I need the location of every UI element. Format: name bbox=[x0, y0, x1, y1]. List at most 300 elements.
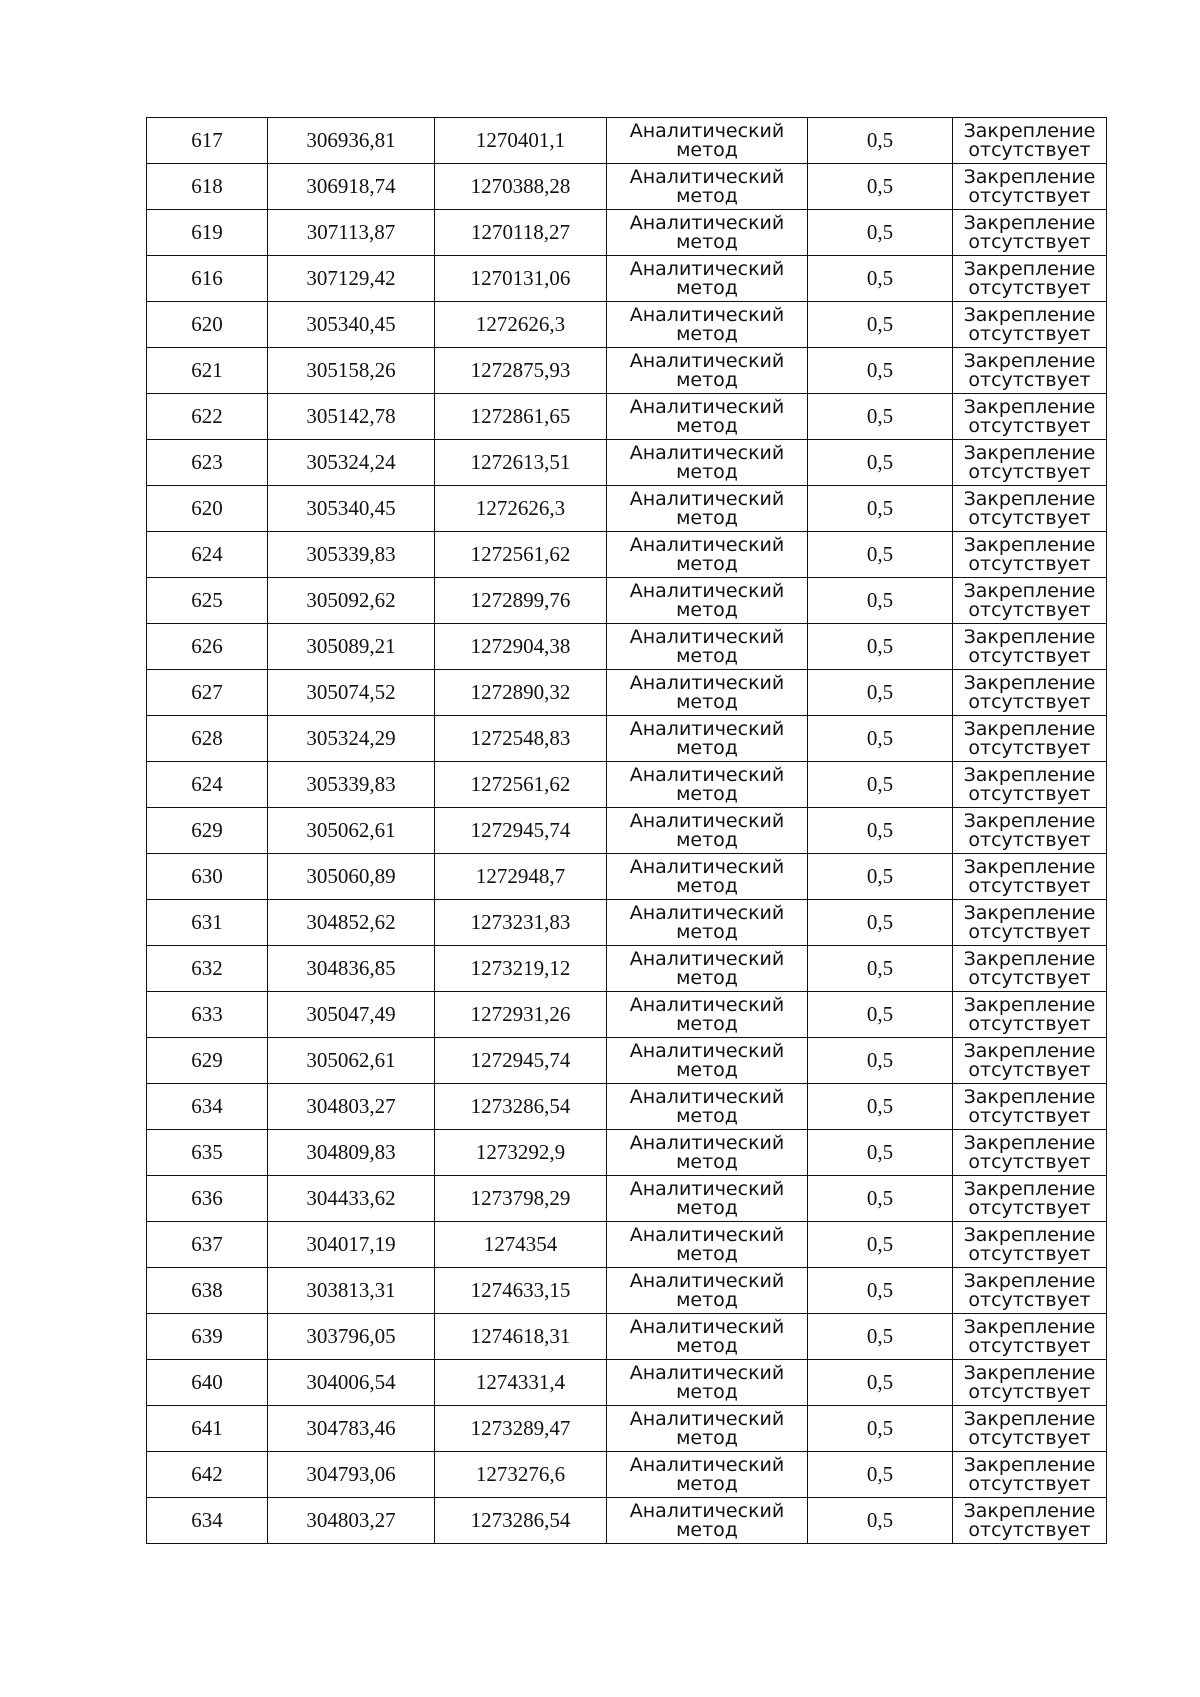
method-cell bbox=[607, 164, 808, 210]
method-line-1: Аналитический bbox=[629, 947, 785, 970]
method-line-2: метод bbox=[676, 460, 738, 483]
accuracy-cell: 0,5 bbox=[808, 900, 953, 946]
x-coordinate-cell: 307129,42 bbox=[268, 256, 435, 302]
method-line-2: метод bbox=[676, 736, 738, 759]
y-coordinate-cell: 1274354 bbox=[435, 1222, 607, 1268]
method-cell bbox=[607, 624, 808, 670]
method-line-2: метод bbox=[676, 644, 738, 667]
fixation-line-2: отсутствует bbox=[968, 1150, 1091, 1173]
method-line-1: Аналитический bbox=[629, 625, 785, 648]
accuracy-cell: 0,5 bbox=[808, 578, 953, 624]
point-number-cell: 620 bbox=[147, 486, 268, 532]
y-coordinate-cell: 1272904,38 bbox=[435, 624, 607, 670]
fixation-line-1: Закрепление bbox=[963, 1315, 1096, 1338]
fixation-line-2: отсутствует bbox=[968, 782, 1091, 805]
fixation-line-2: отсутствует bbox=[968, 230, 1091, 253]
x-coordinate-cell: 305340,45 bbox=[268, 302, 435, 348]
method-cell bbox=[607, 348, 808, 394]
method-line-1: Аналитический bbox=[629, 119, 785, 142]
table-row bbox=[147, 440, 1107, 486]
table-row bbox=[147, 164, 1107, 210]
table-row bbox=[147, 302, 1107, 348]
fixation-line-1: Закрепление bbox=[963, 717, 1096, 740]
x-coordinate-cell: 304809,83 bbox=[268, 1130, 435, 1176]
y-coordinate-cell: 1272626,3 bbox=[435, 486, 607, 532]
accuracy-cell: 0,5 bbox=[808, 1130, 953, 1176]
fixation-line-1: Закрепление bbox=[963, 901, 1096, 924]
fixation-cell bbox=[953, 900, 1107, 946]
x-coordinate-cell: 305062,61 bbox=[268, 808, 435, 854]
x-coordinate-cell: 304803,27 bbox=[268, 1498, 435, 1544]
method-line-1: Аналитический bbox=[629, 349, 785, 372]
fixation-cell bbox=[953, 118, 1107, 164]
method-line-2: метод bbox=[676, 920, 738, 943]
fixation-line-1: Закрепление bbox=[963, 119, 1096, 142]
y-coordinate-cell: 1270388,28 bbox=[435, 164, 607, 210]
x-coordinate-cell: 304852,62 bbox=[268, 900, 435, 946]
fixation-cell bbox=[953, 1360, 1107, 1406]
fixation-line-2: отсутствует bbox=[968, 184, 1091, 207]
y-coordinate-cell: 1270401,1 bbox=[435, 118, 607, 164]
point-number-cell: 631 bbox=[147, 900, 268, 946]
fixation-cell bbox=[953, 164, 1107, 210]
method-line-1: Аналитический bbox=[629, 1223, 785, 1246]
accuracy-cell: 0,5 bbox=[808, 1268, 953, 1314]
y-coordinate-cell: 1272561,62 bbox=[435, 762, 607, 808]
fixation-line-2: отсутствует bbox=[968, 276, 1091, 299]
method-line-1: Аналитический bbox=[629, 579, 785, 602]
fixation-line-2: отсутствует bbox=[968, 1334, 1091, 1357]
method-line-2: метод bbox=[676, 598, 738, 621]
method-line-1: Аналитический bbox=[629, 1131, 785, 1154]
fixation-cell bbox=[953, 348, 1107, 394]
method-line-2: метод bbox=[676, 230, 738, 253]
fixation-cell bbox=[953, 1314, 1107, 1360]
accuracy-cell: 0,5 bbox=[808, 1406, 953, 1452]
table-row bbox=[147, 1222, 1107, 1268]
method-line-1: Аналитический bbox=[629, 487, 785, 510]
point-number-cell: 639 bbox=[147, 1314, 268, 1360]
fixation-line-1: Закрепление bbox=[963, 441, 1096, 464]
accuracy-cell: 0,5 bbox=[808, 394, 953, 440]
y-coordinate-cell: 1272890,32 bbox=[435, 670, 607, 716]
y-coordinate-cell: 1274331,4 bbox=[435, 1360, 607, 1406]
accuracy-cell: 0,5 bbox=[808, 118, 953, 164]
method-line-2: метод bbox=[676, 1012, 738, 1035]
fixation-line-1: Закрепление bbox=[963, 1039, 1096, 1062]
y-coordinate-cell: 1273292,9 bbox=[435, 1130, 607, 1176]
table-row bbox=[147, 394, 1107, 440]
fixation-line-1: Закрепление bbox=[963, 1499, 1096, 1522]
fixation-line-1: Закрепление bbox=[963, 947, 1096, 970]
y-coordinate-cell: 1272613,51 bbox=[435, 440, 607, 486]
method-line-1: Аналитический bbox=[629, 1177, 785, 1200]
y-coordinate-cell: 1273286,54 bbox=[435, 1498, 607, 1544]
fixation-line-2: отсутствует bbox=[968, 736, 1091, 759]
table-row bbox=[147, 118, 1107, 164]
x-coordinate-cell: 306918,74 bbox=[268, 164, 435, 210]
fixation-cell bbox=[953, 716, 1107, 762]
y-coordinate-cell: 1272548,83 bbox=[435, 716, 607, 762]
fixation-cell bbox=[953, 624, 1107, 670]
method-line-1: Аналитический bbox=[629, 303, 785, 326]
method-cell bbox=[607, 394, 808, 440]
fixation-cell bbox=[953, 1084, 1107, 1130]
table-row bbox=[147, 992, 1107, 1038]
accuracy-cell: 0,5 bbox=[808, 1452, 953, 1498]
method-line-2: метод bbox=[676, 138, 738, 161]
fixation-cell bbox=[953, 1222, 1107, 1268]
accuracy-cell: 0,5 bbox=[808, 1314, 953, 1360]
method-cell bbox=[607, 440, 808, 486]
accuracy-cell: 0,5 bbox=[808, 1360, 953, 1406]
x-coordinate-cell: 305142,78 bbox=[268, 394, 435, 440]
fixation-cell bbox=[953, 946, 1107, 992]
point-number-cell: 617 bbox=[147, 118, 268, 164]
method-line-1: Аналитический bbox=[629, 1407, 785, 1430]
method-line-2: метод bbox=[676, 1196, 738, 1219]
point-number-cell: 630 bbox=[147, 854, 268, 900]
method-line-2: метод bbox=[676, 1380, 738, 1403]
x-coordinate-cell: 305062,61 bbox=[268, 1038, 435, 1084]
fixation-line-2: отсутствует bbox=[968, 690, 1091, 713]
table-row bbox=[147, 578, 1107, 624]
point-number-cell: 634 bbox=[147, 1498, 268, 1544]
fixation-cell bbox=[953, 670, 1107, 716]
method-cell bbox=[607, 1360, 808, 1406]
method-cell bbox=[607, 854, 808, 900]
method-line-2: метод bbox=[676, 1334, 738, 1357]
y-coordinate-cell: 1273798,29 bbox=[435, 1176, 607, 1222]
coordinates-table bbox=[146, 117, 1107, 1544]
table-row bbox=[147, 210, 1107, 256]
method-line-2: метод bbox=[676, 1518, 738, 1541]
method-cell bbox=[607, 118, 808, 164]
fixation-cell bbox=[953, 1268, 1107, 1314]
accuracy-cell: 0,5 bbox=[808, 440, 953, 486]
fixation-line-2: отсутствует bbox=[968, 1196, 1091, 1219]
method-line-1: Аналитический bbox=[629, 165, 785, 188]
method-cell bbox=[607, 1176, 808, 1222]
x-coordinate-cell: 305340,45 bbox=[268, 486, 435, 532]
fixation-line-2: отсутствует bbox=[968, 322, 1091, 345]
fixation-line-2: отсутствует bbox=[968, 828, 1091, 851]
method-line-2: метод bbox=[676, 1104, 738, 1127]
method-cell bbox=[607, 302, 808, 348]
method-line-1: Аналитический bbox=[629, 257, 785, 280]
method-line-1: Аналитический bbox=[629, 441, 785, 464]
x-coordinate-cell: 304836,85 bbox=[268, 946, 435, 992]
x-coordinate-cell: 305324,29 bbox=[268, 716, 435, 762]
method-line-2: метод bbox=[676, 690, 738, 713]
method-line-2: метод bbox=[676, 1426, 738, 1449]
method-line-1: Аналитический bbox=[629, 1453, 785, 1476]
method-cell bbox=[607, 1268, 808, 1314]
accuracy-cell: 0,5 bbox=[808, 1084, 953, 1130]
table-row bbox=[147, 1498, 1107, 1544]
y-coordinate-cell: 1273289,47 bbox=[435, 1406, 607, 1452]
y-coordinate-cell: 1272561,62 bbox=[435, 532, 607, 578]
fixation-cell bbox=[953, 532, 1107, 578]
method-line-2: метод bbox=[676, 874, 738, 897]
table-row bbox=[147, 946, 1107, 992]
fixation-cell bbox=[953, 1406, 1107, 1452]
y-coordinate-cell: 1273286,54 bbox=[435, 1084, 607, 1130]
table-row bbox=[147, 486, 1107, 532]
table-row bbox=[147, 1038, 1107, 1084]
fixation-cell bbox=[953, 256, 1107, 302]
point-number-cell: 627 bbox=[147, 670, 268, 716]
method-line-1: Аналитический bbox=[629, 1085, 785, 1108]
point-number-cell: 636 bbox=[147, 1176, 268, 1222]
x-coordinate-cell: 305092,62 bbox=[268, 578, 435, 624]
table-row bbox=[147, 1406, 1107, 1452]
point-number-cell: 629 bbox=[147, 808, 268, 854]
point-number-cell: 633 bbox=[147, 992, 268, 1038]
fixation-line-2: отсутствует bbox=[968, 368, 1091, 391]
fixation-cell bbox=[953, 992, 1107, 1038]
accuracy-cell: 0,5 bbox=[808, 992, 953, 1038]
x-coordinate-cell: 307113,87 bbox=[268, 210, 435, 256]
x-coordinate-cell: 304433,62 bbox=[268, 1176, 435, 1222]
x-coordinate-cell: 305324,24 bbox=[268, 440, 435, 486]
method-cell bbox=[607, 1406, 808, 1452]
fixation-line-1: Закрепление bbox=[963, 1177, 1096, 1200]
point-number-cell: 625 bbox=[147, 578, 268, 624]
y-coordinate-cell: 1272861,65 bbox=[435, 394, 607, 440]
x-coordinate-cell: 305074,52 bbox=[268, 670, 435, 716]
table-row bbox=[147, 532, 1107, 578]
method-cell bbox=[607, 1498, 808, 1544]
fixation-cell bbox=[953, 302, 1107, 348]
table-row bbox=[147, 624, 1107, 670]
y-coordinate-cell: 1272945,74 bbox=[435, 808, 607, 854]
table-row bbox=[147, 1452, 1107, 1498]
y-coordinate-cell: 1272945,74 bbox=[435, 1038, 607, 1084]
table-row bbox=[147, 716, 1107, 762]
fixation-line-2: отсутствует bbox=[968, 1104, 1091, 1127]
point-number-cell: 622 bbox=[147, 394, 268, 440]
fixation-cell bbox=[953, 1038, 1107, 1084]
method-line-2: метод bbox=[676, 276, 738, 299]
method-line-1: Аналитический bbox=[629, 993, 785, 1016]
point-number-cell: 635 bbox=[147, 1130, 268, 1176]
accuracy-cell: 0,5 bbox=[808, 1222, 953, 1268]
method-line-1: Аналитический bbox=[629, 901, 785, 924]
y-coordinate-cell: 1272948,7 bbox=[435, 854, 607, 900]
method-line-2: метод bbox=[676, 1058, 738, 1081]
x-coordinate-cell: 305060,89 bbox=[268, 854, 435, 900]
fixation-cell bbox=[953, 808, 1107, 854]
method-line-1: Аналитический bbox=[629, 855, 785, 878]
accuracy-cell: 0,5 bbox=[808, 532, 953, 578]
point-number-cell: 616 bbox=[147, 256, 268, 302]
method-line-2: метод bbox=[676, 184, 738, 207]
table-row bbox=[147, 670, 1107, 716]
x-coordinate-cell: 305047,49 bbox=[268, 992, 435, 1038]
fixation-cell bbox=[953, 1130, 1107, 1176]
x-coordinate-cell: 305089,21 bbox=[268, 624, 435, 670]
fixation-line-2: отсутствует bbox=[968, 1426, 1091, 1449]
x-coordinate-cell: 305339,83 bbox=[268, 762, 435, 808]
point-number-cell: 620 bbox=[147, 302, 268, 348]
accuracy-cell: 0,5 bbox=[808, 1498, 953, 1544]
fixation-line-1: Закрепление bbox=[963, 1407, 1096, 1430]
y-coordinate-cell: 1270118,27 bbox=[435, 210, 607, 256]
y-coordinate-cell: 1272931,26 bbox=[435, 992, 607, 1038]
y-coordinate-cell: 1274633,15 bbox=[435, 1268, 607, 1314]
accuracy-cell: 0,5 bbox=[808, 210, 953, 256]
x-coordinate-cell: 303813,31 bbox=[268, 1268, 435, 1314]
x-coordinate-cell: 304783,46 bbox=[268, 1406, 435, 1452]
point-number-cell: 642 bbox=[147, 1452, 268, 1498]
method-line-2: метод bbox=[676, 1472, 738, 1495]
fixation-line-2: отсутствует bbox=[968, 1012, 1091, 1035]
table-row bbox=[147, 762, 1107, 808]
method-cell bbox=[607, 532, 808, 578]
method-line-1: Аналитический bbox=[629, 717, 785, 740]
table-row bbox=[147, 1314, 1107, 1360]
point-number-cell: 638 bbox=[147, 1268, 268, 1314]
fixation-line-1: Закрепление bbox=[963, 1085, 1096, 1108]
fixation-line-1: Закрепление bbox=[963, 303, 1096, 326]
fixation-line-1: Закрепление bbox=[963, 579, 1096, 602]
accuracy-cell: 0,5 bbox=[808, 716, 953, 762]
x-coordinate-cell: 305158,26 bbox=[268, 348, 435, 394]
method-cell bbox=[607, 486, 808, 532]
method-line-1: Аналитический bbox=[629, 1361, 785, 1384]
table-row bbox=[147, 1130, 1107, 1176]
fixation-line-1: Закрепление bbox=[963, 487, 1096, 510]
accuracy-cell: 0,5 bbox=[808, 256, 953, 302]
method-cell bbox=[607, 992, 808, 1038]
x-coordinate-cell: 303796,05 bbox=[268, 1314, 435, 1360]
fixation-cell bbox=[953, 394, 1107, 440]
table-row bbox=[147, 256, 1107, 302]
coordinates-table-body bbox=[147, 118, 1107, 1544]
fixation-cell bbox=[953, 854, 1107, 900]
point-number-cell: 641 bbox=[147, 1406, 268, 1452]
method-cell bbox=[607, 762, 808, 808]
accuracy-cell: 0,5 bbox=[808, 670, 953, 716]
point-number-cell: 634 bbox=[147, 1084, 268, 1130]
method-cell bbox=[607, 1038, 808, 1084]
method-cell bbox=[607, 1314, 808, 1360]
point-number-cell: 640 bbox=[147, 1360, 268, 1406]
method-line-2: метод bbox=[676, 1288, 738, 1311]
fixation-line-1: Закрепление bbox=[963, 1131, 1096, 1154]
fixation-line-2: отсутствует bbox=[968, 552, 1091, 575]
y-coordinate-cell: 1272875,93 bbox=[435, 348, 607, 394]
y-coordinate-cell: 1274618,31 bbox=[435, 1314, 607, 1360]
point-number-cell: 637 bbox=[147, 1222, 268, 1268]
method-line-2: метод bbox=[676, 414, 738, 437]
fixation-line-1: Закрепление bbox=[963, 1223, 1096, 1246]
fixation-line-1: Закрепление bbox=[963, 625, 1096, 648]
method-cell bbox=[607, 900, 808, 946]
fixation-line-2: отсутствует bbox=[968, 1058, 1091, 1081]
method-line-2: метод bbox=[676, 552, 738, 575]
fixation-line-2: отсутствует bbox=[968, 1472, 1091, 1495]
fixation-cell bbox=[953, 1498, 1107, 1544]
accuracy-cell: 0,5 bbox=[808, 946, 953, 992]
table-row bbox=[147, 808, 1107, 854]
method-line-2: метод bbox=[676, 1150, 738, 1173]
method-line-1: Аналитический bbox=[629, 1039, 785, 1062]
fixation-line-2: отсутствует bbox=[968, 1380, 1091, 1403]
table-row bbox=[147, 1268, 1107, 1314]
fixation-line-1: Закрепление bbox=[963, 211, 1096, 234]
method-cell bbox=[607, 1222, 808, 1268]
fixation-line-1: Закрепление bbox=[963, 671, 1096, 694]
x-coordinate-cell: 305339,83 bbox=[268, 532, 435, 578]
method-cell bbox=[607, 578, 808, 624]
fixation-line-2: отсутствует bbox=[968, 1288, 1091, 1311]
fixation-line-2: отсутствует bbox=[968, 920, 1091, 943]
method-cell bbox=[607, 1452, 808, 1498]
method-cell bbox=[607, 670, 808, 716]
accuracy-cell: 0,5 bbox=[808, 624, 953, 670]
fixation-cell bbox=[953, 440, 1107, 486]
fixation-line-1: Закрепление bbox=[963, 165, 1096, 188]
table-row bbox=[147, 1360, 1107, 1406]
method-line-2: метод bbox=[676, 782, 738, 805]
fixation-line-1: Закрепление bbox=[963, 1269, 1096, 1292]
accuracy-cell: 0,5 bbox=[808, 302, 953, 348]
point-number-cell: 628 bbox=[147, 716, 268, 762]
x-coordinate-cell: 304803,27 bbox=[268, 1084, 435, 1130]
method-cell bbox=[607, 808, 808, 854]
method-cell bbox=[607, 716, 808, 762]
method-line-2: метод bbox=[676, 1242, 738, 1265]
fixation-line-2: отсутствует bbox=[968, 414, 1091, 437]
fixation-line-1: Закрепление bbox=[963, 1361, 1096, 1384]
method-line-1: Аналитический bbox=[629, 1269, 785, 1292]
fixation-line-1: Закрепление bbox=[963, 395, 1096, 418]
point-number-cell: 624 bbox=[147, 532, 268, 578]
fixation-cell bbox=[953, 486, 1107, 532]
fixation-line-2: отсутствует bbox=[968, 966, 1091, 989]
x-coordinate-cell: 304006,54 bbox=[268, 1360, 435, 1406]
point-number-cell: 619 bbox=[147, 210, 268, 256]
table-row bbox=[147, 1084, 1107, 1130]
method-line-2: метод bbox=[676, 506, 738, 529]
fixation-line-2: отсутствует bbox=[968, 1518, 1091, 1541]
point-number-cell: 632 bbox=[147, 946, 268, 992]
method-line-1: Аналитический bbox=[629, 1499, 785, 1522]
method-line-2: метод bbox=[676, 828, 738, 851]
y-coordinate-cell: 1272626,3 bbox=[435, 302, 607, 348]
fixation-line-2: отсутствует bbox=[968, 138, 1091, 161]
method-cell bbox=[607, 1130, 808, 1176]
method-line-2: метод bbox=[676, 966, 738, 989]
method-cell bbox=[607, 210, 808, 256]
y-coordinate-cell: 1273276,6 bbox=[435, 1452, 607, 1498]
method-line-1: Аналитический bbox=[629, 211, 785, 234]
table-row bbox=[147, 1176, 1107, 1222]
fixation-cell bbox=[953, 1452, 1107, 1498]
fixation-cell bbox=[953, 578, 1107, 624]
fixation-line-1: Закрепление bbox=[963, 809, 1096, 832]
method-line-1: Аналитический bbox=[629, 809, 785, 832]
x-coordinate-cell: 304017,19 bbox=[268, 1222, 435, 1268]
y-coordinate-cell: 1270131,06 bbox=[435, 256, 607, 302]
accuracy-cell: 0,5 bbox=[808, 854, 953, 900]
point-number-cell: 624 bbox=[147, 762, 268, 808]
table-row bbox=[147, 854, 1107, 900]
fixation-line-2: отсутствует bbox=[968, 506, 1091, 529]
method-line-1: Аналитический bbox=[629, 533, 785, 556]
